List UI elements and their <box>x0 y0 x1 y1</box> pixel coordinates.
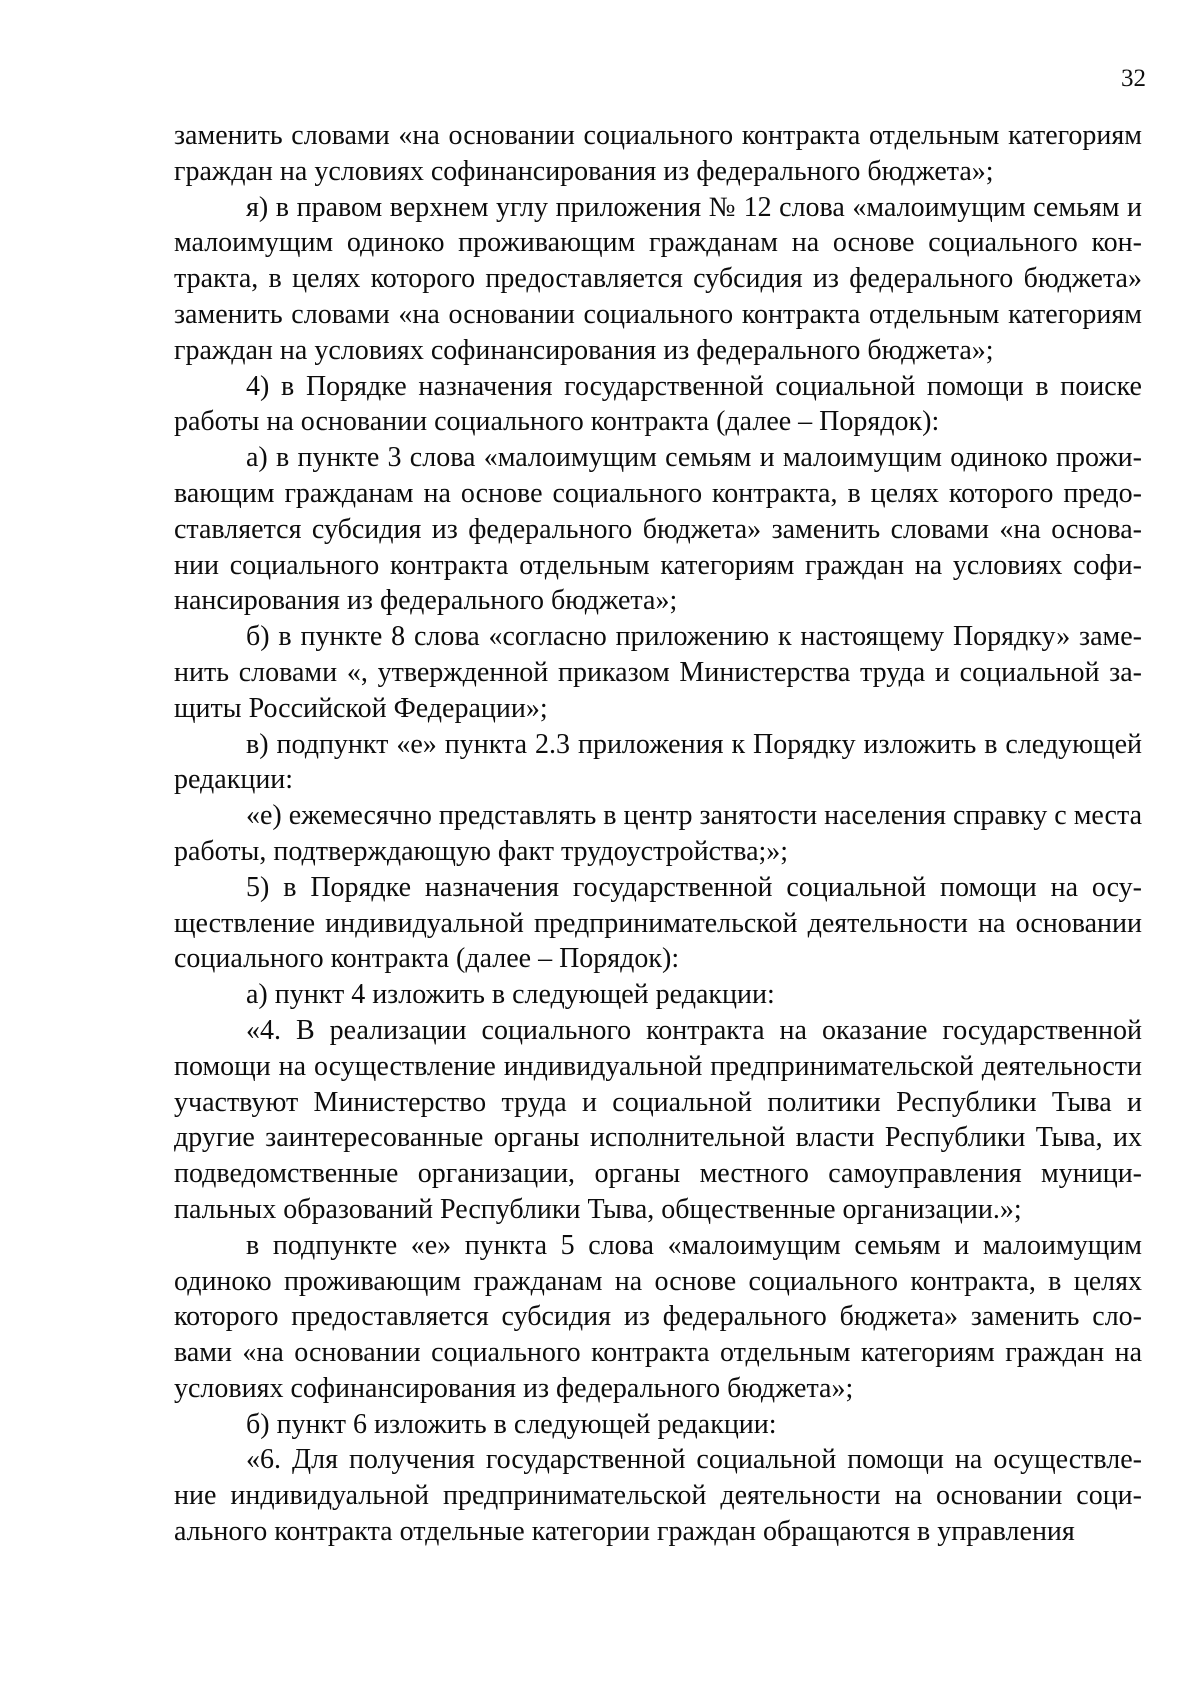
paragraph-quote-e: «е) ежемесячно представлять в центр занятости населения справку с места работы, подтверждающую факт трудоустройства;»; <box>174 800 1142 867</box>
document-body <box>174 118 1142 1550</box>
paragraph-item-ya: я) в правом верхнем углу приложения № 12 слова «малоимущим семьям и малоимущим одиноко проживающим гражданам на основе социального контракта, в целях которого предоставляется субсидия из федерального бюджета» заменить словами «на основании социального контракта отдельным категориям граждан на условиях софинансирования из федерального бюджета»; <box>174 191 1142 366</box>
paragraph-quote-4: «4. В реализации социального контракта на оказание государственной помощи на осуществление индивидуальной предпринимательской деятельности участвуют Министерство труда и социальной политики Республики Тыва и другие заинтересованные органы исполнительной власти Республики Тыва, их подведомственные организации, органы местного самоуправления муниципальных образований Республики Тыва, общественные организации.»; <box>174 1014 1142 1225</box>
paragraph-quote-6: «6. Для получения государственной социальной помощи на осуществление индивидуальной предпринимательской деятельности на основании социального контракта отдельные категории граждан обращаются в управления <box>174 1444 1142 1548</box>
paragraph-item-4v: в) подпункт «е» пункта 2.3 приложения к Порядку изложить в следующей редакции: <box>174 728 1142 796</box>
paragraph-continuation: заменить словами «на основании социального контракта отдельным категориям граждан на условиях софинансирования из федерального бюджета»; <box>174 120 1142 187</box>
paragraph-item-5b: б) пункт 6 изложить в следующей редакции: <box>246 1408 777 1440</box>
page-number: 32 <box>1121 65 1146 92</box>
paragraph-item-4: 4) в Порядке назначения государственной социальной помощи в поиске работы на основании социального контракта (далее – Порядок): <box>174 370 1142 438</box>
paragraph-item-5a: а) пункт 4 изложить в следующей редакции: <box>246 979 775 1011</box>
paragraph-subitem-e: в подпункте «е» пункта 5 слова «малоимущим семьям и малоимущим одиноко проживающим гражданам на основе социального контракта, в целях которого предоставляется субсидия из федерального бюджета» заменить словами «на основании социального контракта отдельным категориям граждан на условиях софинансирования из федерального бюджета»; <box>174 1229 1142 1404</box>
paragraph-item-5: 5) в Порядке назначения государственной социальной помощи на осуществление индивидуальной предпринимательской деятельности на основании социального контракта (далее – Порядок): <box>174 871 1142 975</box>
paragraph-item-4a: а) в пункте 3 слова «малоимущим семьям и малоимущим одиноко проживающим гражданам на основе социального контракта, в целях которого предоставляется субсидия из федерального бюджета» заменить словами «на основании социального контракта отдельным категориям граждан на условиях софинансирования из федерального бюджета»; <box>174 442 1142 617</box>
paragraph-item-4b: б) в пункте 8 слова «согласно приложению к настоящему Порядку» заменить словами «, утвержденной приказом Министерства труда и социальной защиты Российской Федерации»; <box>174 621 1142 724</box>
